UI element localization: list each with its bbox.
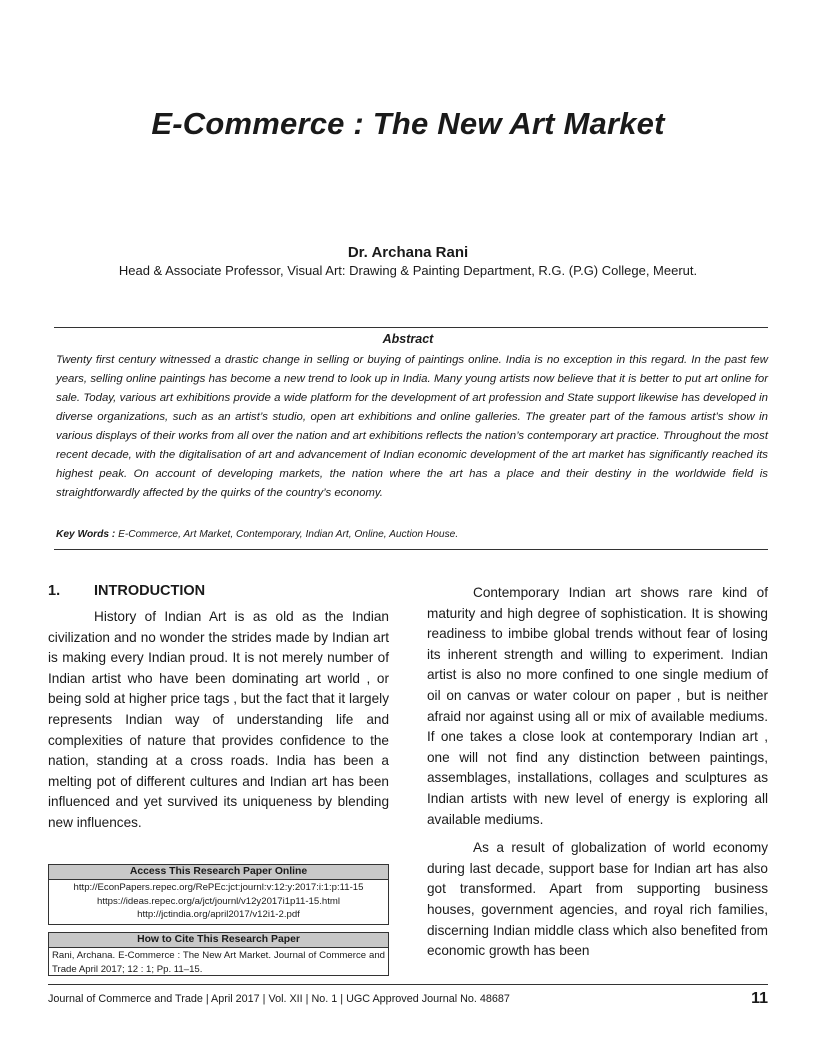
access-link[interactable]: https://ideas.repec.org/a/jct/journl/v12y2017i1p11-15.html — [96, 895, 340, 907]
access-online-box — [48, 864, 389, 925]
intro-paragraph: History of Indian Art is as old as the Indian civilization and no wonder the strides made by Indian art is making every Indian proud. It is not merely number of Indian artist who have been dominating art world , or being sold at higher price tags , but the fact that it largely represents Indian way of understanding life and complexities of nature that provides confidence to the nation, standing at a cross roads. India has been a melting pot of different cultures and Indian art has been influenced and yet survived its uniqueness by blending new influences. — [48, 609, 389, 830]
paper-title: E-Commerce : The New Art Market — [151, 106, 665, 141]
author-name: Dr. Archana Rani — [347, 244, 469, 261]
access-online-heading: Access This Research Paper Online — [49, 865, 388, 880]
page-number: 11 — [751, 990, 768, 1007]
cite-text: Rani, Archana. E-Commerce : The New Art Market. Journal of Commerce and Trade April 2017; 12 : 1; Pp. 11–15. — [52, 950, 385, 975]
cite-heading: How to Cite This Research Paper — [49, 933, 388, 948]
author-affiliation: Head & Associate Professor, Visual Art: Drawing & Painting Department, R.G. (P.G) College, Meerut. — [118, 263, 698, 278]
section-title: INTRODUCTION — [94, 583, 206, 599]
footer-journal: Journal of Commerce and Trade | April 2017 | Vol. XII | No. 1 | UGC Approved Journal No. 48687 — [48, 993, 510, 1005]
access-link[interactable]: http://EconPapers.repec.org/RePEc:jct:journl:v:12:y:2017:i:1:p:11-15 — [73, 882, 364, 893]
keywords — [56, 529, 768, 540]
abstract-top-rule — [54, 327, 768, 328]
footer-rule — [48, 984, 768, 985]
section-number: 1. — [48, 583, 61, 599]
body-paragraph: As a result of globalization of world economy during last decade, support base for Indian art has also got transformed. Apart from supporting business houses, government agencies, and royal rich families, discerning Indian middle class which also benefited from economic growth has been — [427, 840, 768, 959]
right-column — [427, 583, 768, 970]
body-paragraph: Contemporary Indian art shows rare kind of maturity and high degree of sophistication. It is showing readiness to imbibe global trends without fear of losing its inherent strength and willing to experiment. Indian artist is also no more confined to one single medium of oil on canvas or water colour on paper , but is neither afraid nor against using all or mix of available mediums. If one takes a close look at contemporary Indian art , one will not find any distinction between paintings, assemblages, installations, collages and sculptures as Indian artists with new level of energy is exploring all available mediums. — [427, 585, 768, 827]
cite-box — [48, 932, 389, 976]
abstract-heading: Abstract — [382, 332, 434, 346]
keywords-list: E-Commerce, Art Market, Contemporary, Indian Art, Online, Auction House. — [118, 529, 459, 540]
keywords-label: Key Words : — [56, 529, 116, 540]
access-link[interactable]: http://jctindia.org/april2017/v12i1-2.pdf — [137, 909, 300, 920]
abstract-bottom-rule — [54, 549, 768, 550]
abstract-text: Twenty first century witnessed a drastic change in selling or buying of paintings online. India is no exception in this regard. In the past few years, selling online paintings has become a new trend to look up in India. Many young artists now believe that it is better to put art online for sale. Today, various art exhibitions provide a wide platform for the development of art profession and State support likewise has developed in diverse organizations, such as an artist’s studio, open art exhibitions and online galleries. The greater part of the famous artist’s show in various displays of their works from all over the nation and art exhibitions reflects the nation’s contemporary art practice. Throughout the most recent decade, with the digitalisation of art and advancement of Indian economic development of the art market has significantly reached its highest peak. On account of developing markets, the nation where the art has a place and their destiny in the worldwide field is straightforwardly affected by the quirks of the country’s economy. — [56, 354, 768, 499]
